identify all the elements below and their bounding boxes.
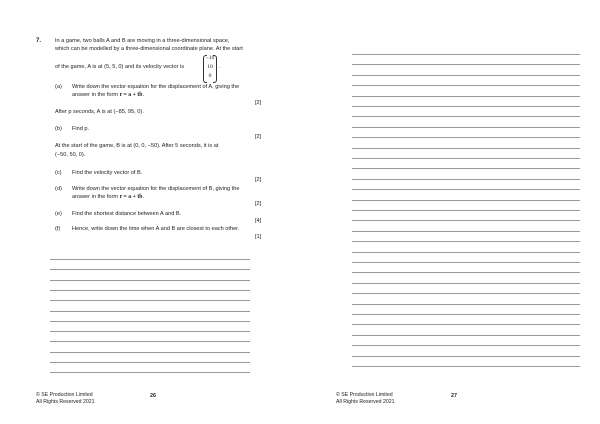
part-a-label: (a) — [55, 84, 62, 90]
part-e-marks: [4] — [255, 218, 262, 224]
part-e-text: Find the shortest distance between A and B. — [72, 211, 182, 217]
answer-line[interactable] — [352, 158, 580, 159]
answer-line[interactable] — [352, 106, 580, 107]
b-info-line-2: (−50, 50, 0). — [55, 152, 86, 158]
velocity-vector — [203, 55, 217, 81]
answer-line[interactable] — [352, 127, 580, 128]
answer-line[interactable] — [352, 96, 580, 97]
answer-line[interactable] — [50, 331, 250, 332]
part-c-marks: [2] — [255, 177, 262, 183]
answer-line[interactable] — [50, 372, 250, 373]
intro-line-3-text: of the game, A is at (5, 5, 0) and its velocity vector is — [55, 64, 185, 70]
answer-line[interactable] — [352, 75, 580, 76]
answer-line[interactable] — [50, 321, 250, 322]
answer-line[interactable] — [352, 324, 580, 325]
answer-line[interactable] — [50, 259, 250, 260]
answer-line[interactable] — [352, 116, 580, 117]
part-a-line-2 — [72, 92, 144, 99]
left-footer — [36, 392, 95, 405]
part-b-marks: [2] — [255, 134, 262, 140]
answer-line[interactable] — [352, 345, 580, 346]
answer-line[interactable] — [352, 293, 580, 294]
answer-line[interactable] — [50, 269, 250, 270]
answer-line[interactable] — [352, 283, 580, 284]
answer-line[interactable] — [352, 137, 580, 138]
answer-line[interactable] — [352, 356, 580, 357]
right-page — [300, 0, 600, 424]
part-a-line-1: Write down the vector equation for the displacement of A, giving the — [72, 84, 240, 90]
right-page-number: 27 — [451, 393, 457, 399]
left-footer-copyright: © SE Production Limited — [36, 392, 93, 398]
answer-line[interactable] — [352, 335, 580, 336]
part-b-text: Find p. — [72, 126, 90, 132]
part-c-text: Find the velocity vector of B. — [72, 170, 143, 176]
answer-line[interactable] — [352, 272, 580, 273]
right-footer-rights: All Rights Reserved 2021 — [336, 398, 395, 405]
part-d-marks: [2] — [255, 201, 262, 207]
answer-line[interactable] — [352, 314, 580, 315]
answer-line[interactable] — [352, 220, 580, 221]
answer-line[interactable] — [352, 252, 580, 253]
answer-line[interactable] — [50, 300, 250, 301]
answer-line[interactable] — [352, 210, 580, 211]
part-d-line-2-end: . — [142, 194, 145, 200]
answer-line[interactable] — [352, 366, 580, 367]
answer-line[interactable] — [352, 64, 580, 65]
part-a-line-2-end: . — [142, 92, 145, 98]
part-a-line-2-text: answer in the form — [72, 92, 120, 98]
part-e-label: (e) — [55, 211, 62, 217]
part-b-label: (b) — [55, 126, 62, 132]
right-footer-copyright: © SE Production Limited — [336, 392, 393, 398]
intro-line-2: which can be modelled by a three-dimensional coordinate plane. At the start — [55, 46, 243, 52]
vector-z: 0 — [208, 73, 212, 79]
answer-line[interactable] — [352, 168, 580, 169]
answer-line[interactable] — [50, 280, 250, 281]
part-f-text: Hence, write down the time when A and B are closest to each other. — [72, 226, 240, 232]
answer-line[interactable] — [352, 54, 580, 55]
part-c-label: (c) — [55, 170, 62, 176]
right-footer — [336, 392, 395, 405]
left-page-number: 26 — [150, 393, 156, 399]
part-d-line-2 — [72, 194, 144, 201]
answer-line[interactable] — [352, 241, 580, 242]
vector-x: −10 — [205, 55, 215, 61]
part-d-form: r = a + tb — [119, 194, 143, 200]
answer-line[interactable] — [352, 85, 580, 86]
intro-line-3 — [55, 64, 184, 71]
vector-y: 10 — [207, 64, 213, 70]
answer-line[interactable] — [352, 200, 580, 201]
b-info-line-1: At the start of the game, B is at (0, 0, −50). After 5 seconds, it is at — [55, 143, 219, 149]
part-d-line-1: Write down the vector equation for the displacement of B, giving the — [72, 186, 240, 192]
answer-line[interactable] — [352, 304, 580, 305]
part-d-label: (d) — [55, 186, 62, 192]
answer-line[interactable] — [352, 179, 580, 180]
question-number: 7. — [36, 38, 42, 44]
answer-line[interactable] — [352, 148, 580, 149]
part-f-label: (f) — [55, 226, 61, 232]
left-footer-rights: All Rights Reserved 2021 — [36, 398, 95, 405]
part-d-line-2-text: answer in the form — [72, 194, 120, 200]
answer-line[interactable] — [352, 189, 580, 190]
part-f-marks: [1] — [255, 234, 262, 240]
answer-line[interactable] — [50, 341, 250, 342]
answer-line[interactable] — [50, 290, 250, 291]
answer-line[interactable] — [352, 262, 580, 263]
answer-line[interactable] — [50, 362, 250, 363]
answer-line[interactable] — [50, 311, 250, 312]
after-a-statement: After p seconds, A is at (−85, 95, 0). — [55, 109, 144, 115]
answer-line[interactable] — [50, 352, 250, 353]
intro-line-1: In a game, two balls A and B are moving in a three-dimensional space, — [55, 38, 230, 44]
part-a-marks: [2] — [255, 100, 262, 106]
part-a-form: r = a + tb — [119, 92, 143, 98]
intro-line-3-end: . — [219, 64, 221, 70]
answer-line[interactable] — [352, 231, 580, 232]
